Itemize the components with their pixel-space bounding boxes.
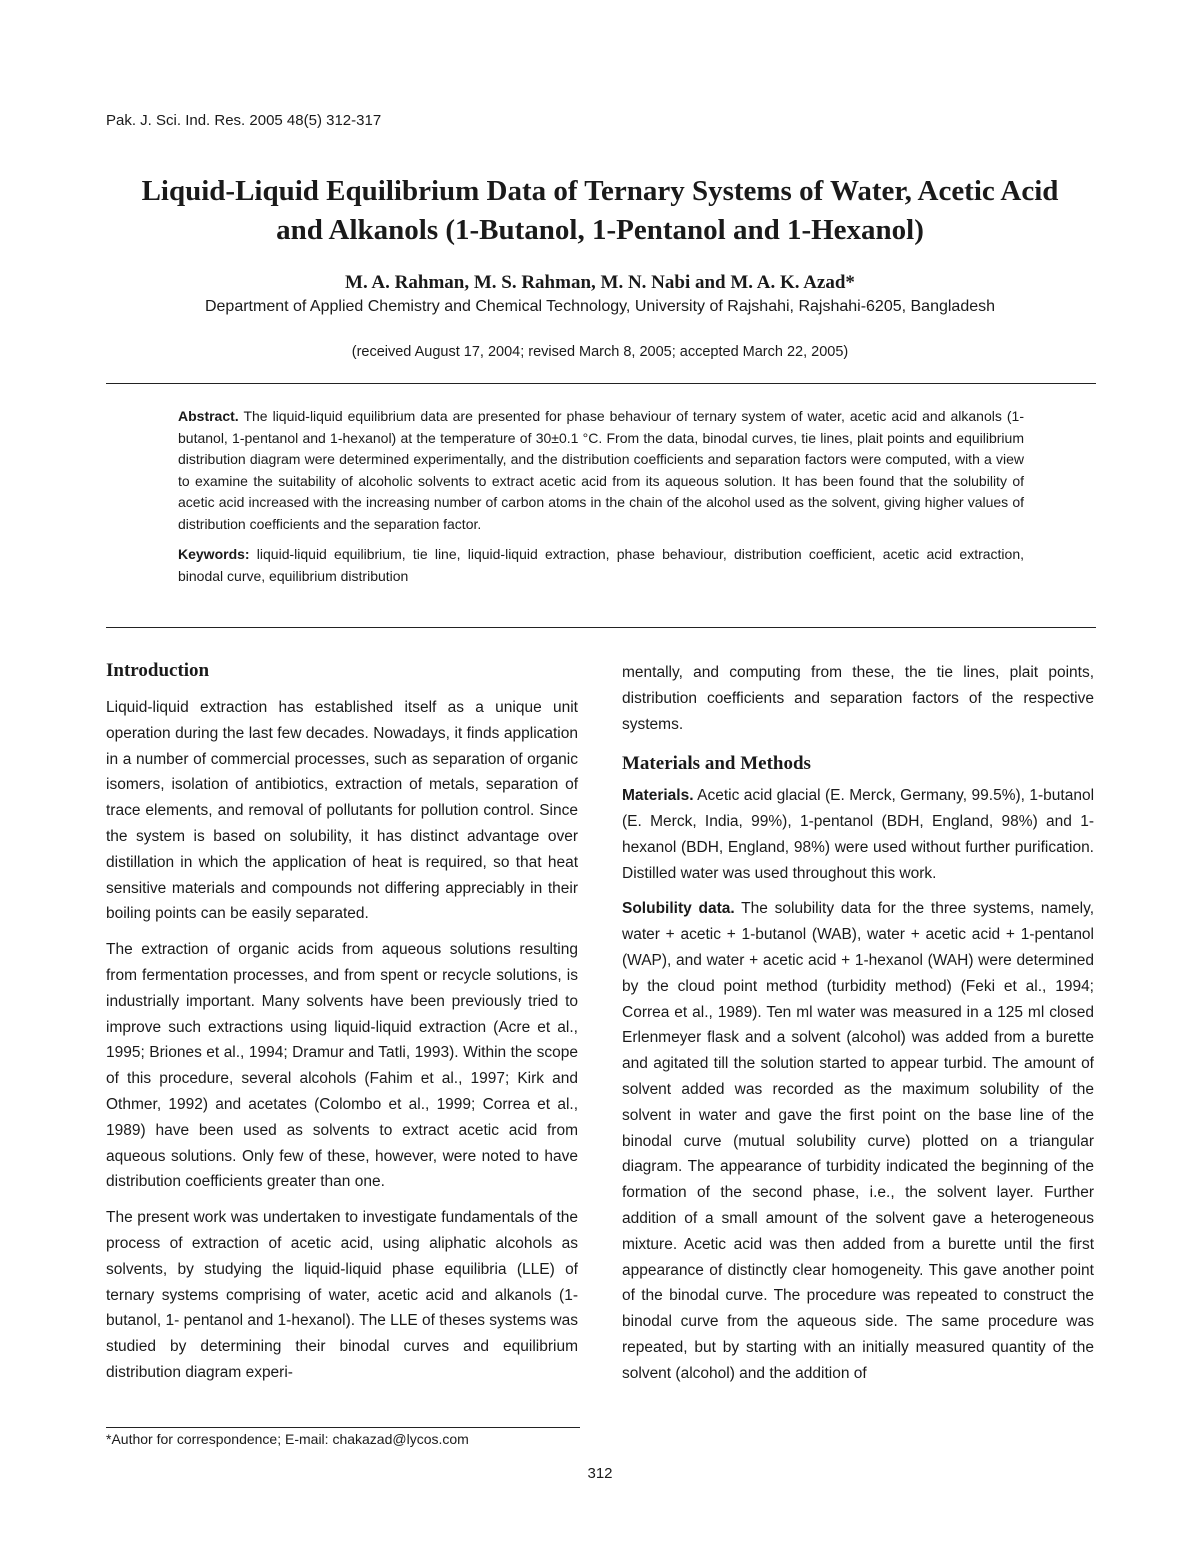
intro-continuation: mentally, and computing from these, the tie lines, plait points, distribution coefficients and separation factors of the respective systems. xyxy=(622,664,1094,733)
intro-paragraph-2: The extraction of organic acids from aqueous solutions resulting from fermentation processes, and from spent or recycle solutions, is industrially important. Many solvents have been previously tried to improve such extractions using liquid-liquid extraction (Acre et al., 1995; Briones et al., 1994; Dramur and Tatli, 1993). Within the scope of this procedure, several alcohols (Fahim et al., 1997; Kirk and Othmer, 1992) and acetates (Colombo et al., 1999; Correa et al., 1989) have been used as solvents to extract acetic acid from aqueous solutions. Only few of these, however, were noted to have distribution coefficients greater than one. xyxy=(106,941,578,1191)
abstract-label: Abstract. xyxy=(178,408,239,424)
footnote-divider xyxy=(106,1427,580,1428)
submission-dates: (received August 17, 2004; revised March 8, 2005; accepted March 22, 2005) xyxy=(351,344,849,360)
bottom-divider xyxy=(106,627,1096,628)
page-number: 312 xyxy=(587,1465,613,1482)
introduction-heading: Introduction xyxy=(106,660,210,681)
paper-title xyxy=(100,172,1100,250)
footnote: *Author for correspondence; E-mail: chakazad@lycos.com xyxy=(106,1431,469,1447)
solubility-text: The solubility data for the three systems, namely, water + acetic + 1-butanol (WAB), water + acetic acid + 1-pentanol (WAP), and water + acetic acid + 1-hexanol (WAH) were determined by the cloud point method (turbidity method) (Feki et al., 1994; Correa et al., 1989). Ten ml water was measured in a 125 ml closed Erlenmeyer flask and a solvent (alcohol) was added from a burette and agitated till the solution started to appear turbid. The amount of solvent added was recorded as the maximum solubility of the solvent in water and gave the first point on the base line of the binodal curve (mutual solubility curve) plotted on a triangular diagram. The appearance of turbidity indicated the beginning of the formation of the second phase, i.e., the solvent layer. Further addition of a small amount of the solvent gave a heterogeneous mixture. Acetic acid was then added from a burette until the first appearance of distinctly clear homogeneity. This gave another point of the binodal curve. The procedure was repeated to construct the binodal curve from the aqueous side. The same procedure was repeated, but by starting with an initially measured quantity of the solvent (alcohol) and the addition of xyxy=(622,900,1095,1382)
materials-label: Materials. xyxy=(622,787,694,805)
keywords xyxy=(178,544,1024,587)
title-line-1: Liquid-Liquid Equilibrium Data of Ternary Systems of Water, Acetic Acid xyxy=(141,175,1059,207)
journal-citation: Pak. J. Sci. Ind. Res. 2005 48(5) 312-317 xyxy=(106,112,382,129)
abstract xyxy=(178,406,1024,535)
abstract-text: The liquid-liquid equilibrium data are presented for phase behaviour of ternary system of water, acetic acid and alkanols (1-butanol, 1-pentanol and 1-hexanol) at the temperature of 30±0.1 °C. From the data, binodal curves, tie lines, plait points and equilibrium distribution diagram were determined experimentally, and the distribution coefficients and separation factors were computed, with a view to examine the suitability of alcoholic solvents to extract acetic acid from its aqueous solution. It has been found that the solubility of acetic acid increased with the increasing number of carbon atoms in the chain of the alcohol used as the solvent, giving higher values of distribution coefficients and the separation factor. xyxy=(178,408,1024,532)
title-line-2: and Alkanols (1-Butanol, 1-Pentanol and 1-Hexanol) xyxy=(276,214,924,246)
intro-paragraph-3: The present work was undertaken to investigate fundamentals of the process of extraction of acetic acid, using aliphatic alcohols as solvents, by studying the liquid-liquid phase equilibria (LLE) of ternary systems comprising of water, acetic acid and alkanols (1-butanol, 1- pentanol and 1-hexanol). The LLE of theses systems was studied by determining their binodal curves and equilibrium distribution diagram experi- xyxy=(106,1209,578,1381)
affiliation: Department of Applied Chemistry and Chemical Technology, University of Rajshahi, Rajshahi-6205, Bangladesh xyxy=(204,298,996,315)
materials-methods-heading: Materials and Methods xyxy=(622,753,811,775)
author-list: M. A. Rahman, M. S. Rahman, M. N. Nabi and M. A. K. Azad* xyxy=(345,272,855,293)
keywords-label: Keywords: xyxy=(178,546,250,562)
keywords-text: liquid-liquid equilibrium, tie line, liquid-liquid extraction, phase behaviour, distribution coefficient, acetic acid extraction, binodal curve, equilibrium distribution xyxy=(178,546,1024,584)
right-column xyxy=(622,660,1094,1397)
solubility-label: Solubility data. xyxy=(622,900,735,918)
materials-paragraph xyxy=(622,783,1094,886)
materials-text: Acetic acid glacial (E. Merck, Germany, 99.5%), 1-butanol (E. Merck, India, 99%), 1-pentanol (BDH, England, 98%) and 1-hexanol (BDH, England, 98%) were used without further purification. Distilled water was used throughout this work. xyxy=(622,787,1095,882)
solubility-paragraph xyxy=(622,896,1094,1386)
intro-paragraph-1: Liquid-liquid extraction has established itself as a unique unit operation during the last few decades. Nowadays, it finds application in a number of commercial processes, such as separation of organic isomers, isolation of antibiotics, extraction of metals, separation of trace elements, and removal of pollutants for pollution control. Since the system is based on solubility, it has distinct advantage over distillation in which the application of heat is required, so that heat sensitive materials and compounds not differing appreciably in their boiling points can be easily separated. xyxy=(106,699,578,923)
top-divider xyxy=(106,383,1096,384)
left-column xyxy=(106,695,578,1396)
